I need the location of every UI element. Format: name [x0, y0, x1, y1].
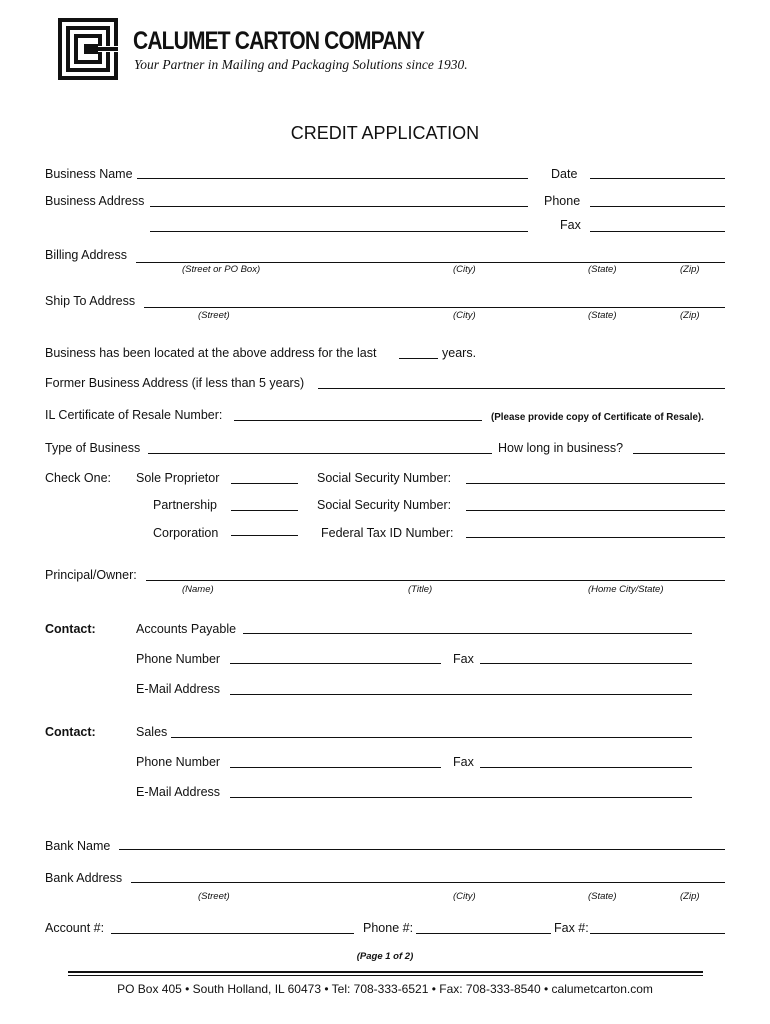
page-indicator: (Page 1 of 2)	[356, 951, 414, 962]
phone-label: Phone	[544, 194, 581, 208]
billing-state-sublabel: (State)	[588, 264, 617, 275]
phone-number-2-label: Phone Number	[136, 755, 221, 769]
resale-note: (Please provide copy of Certificate of Resale).	[491, 412, 704, 423]
fax-no-label: Fax #:	[554, 921, 589, 935]
bank-state-sublabel: (State)	[588, 891, 617, 902]
ship-to-address-label: Ship To Address	[45, 294, 136, 308]
type-of-business-label: Type of Business	[45, 441, 141, 455]
phone-no-line[interactable]	[416, 933, 551, 934]
years-at-address-line[interactable]	[399, 358, 438, 359]
bank-name-line[interactable]	[119, 849, 725, 850]
principal-home-sublabel: (Home City/State)	[588, 584, 664, 595]
ship-state-sublabel: (State)	[588, 310, 617, 321]
email-2-label: E-Mail Address	[136, 785, 221, 799]
contact-2-label: Contact:	[45, 725, 96, 739]
business-address-label: Business Address	[45, 194, 145, 208]
resale-cert-label: IL Certificate of Resale Number:	[45, 408, 223, 422]
date-line[interactable]	[590, 178, 725, 179]
sales-label: Sales	[136, 725, 168, 739]
corporation-checkline[interactable]	[231, 535, 298, 536]
accounts-payable-label: Accounts Payable	[136, 622, 237, 636]
form-title: CREDIT APPLICATION	[290, 123, 480, 143]
former-address-label: Former Business Address (if less than 5 years)	[45, 376, 305, 390]
fax-2-label: Fax	[453, 755, 474, 769]
billing-address-line[interactable]	[136, 262, 725, 263]
resale-cert-line[interactable]	[234, 420, 482, 421]
billing-address-label: Billing Address	[45, 248, 127, 262]
ssn-1-line[interactable]	[466, 483, 725, 484]
business-name-label: Business Name	[45, 167, 133, 181]
fax-line[interactable]	[590, 231, 725, 232]
ship-zip-sublabel: (Zip)	[680, 310, 700, 321]
how-long-line[interactable]	[633, 453, 725, 454]
phone-number-2-line[interactable]	[230, 767, 441, 768]
bank-name-label: Bank Name	[45, 839, 111, 853]
footer-rule-top	[68, 971, 703, 973]
email-1-label: E-Mail Address	[136, 682, 221, 696]
partnership-checkline[interactable]	[231, 510, 298, 511]
former-address-line[interactable]	[318, 388, 725, 389]
ship-street-sublabel: (Street)	[198, 310, 230, 321]
fax-label: Fax	[560, 218, 581, 232]
email-2-line[interactable]	[230, 797, 692, 798]
corporation-label: Corporation	[153, 526, 219, 540]
company-tagline: Your Partner in Mailing and Packaging Solutions since 1930.	[134, 57, 468, 72]
bank-address-line[interactable]	[131, 882, 725, 883]
company-name: CALUMET CARTON COMPANY	[133, 27, 425, 55]
business-address-line-2[interactable]	[150, 231, 528, 232]
phone-no-label: Phone #:	[363, 921, 414, 935]
fax-no-line[interactable]	[590, 933, 725, 934]
phone-number-1-line[interactable]	[230, 663, 441, 664]
check-one-label: Check One:	[45, 471, 112, 485]
bank-address-label: Bank Address	[45, 871, 123, 885]
phone-number-1-label: Phone Number	[136, 652, 221, 666]
accounts-payable-line[interactable]	[243, 633, 692, 634]
federal-tax-id-label: Federal Tax ID Number:	[321, 526, 454, 540]
type-of-business-line[interactable]	[148, 453, 492, 454]
email-1-line[interactable]	[230, 694, 692, 695]
footer-rule-bottom	[68, 975, 703, 976]
years-label: years.	[442, 346, 477, 360]
principal-owner-label: Principal/Owner:	[45, 568, 137, 582]
fax-1-line[interactable]	[480, 663, 692, 664]
fax-1-label: Fax	[453, 652, 474, 666]
federal-tax-id-line[interactable]	[466, 537, 725, 538]
ship-to-address-line[interactable]	[144, 307, 725, 308]
how-long-label: How long in business?	[498, 441, 624, 455]
partnership-label: Partnership	[153, 498, 217, 512]
date-label: Date	[551, 167, 578, 181]
billing-city-sublabel: (City)	[453, 264, 476, 275]
bank-street-sublabel: (Street)	[198, 891, 230, 902]
sole-proprietor-label: Sole Proprietor	[136, 471, 220, 485]
phone-line[interactable]	[590, 206, 725, 207]
sales-line[interactable]	[171, 737, 692, 738]
business-address-line[interactable]	[150, 206, 528, 207]
bank-zip-sublabel: (Zip)	[680, 891, 700, 902]
calumet-logo-icon	[58, 18, 118, 80]
ssn-1-label: Social Security Number:	[317, 471, 452, 485]
ship-city-sublabel: (City)	[453, 310, 476, 321]
account-number-label: Account #:	[45, 921, 105, 935]
fax-2-line[interactable]	[480, 767, 692, 768]
billing-zip-sublabel: (Zip)	[680, 264, 700, 275]
principal-owner-line[interactable]	[146, 580, 725, 581]
ssn-2-line[interactable]	[466, 510, 725, 511]
business-name-line[interactable]	[137, 178, 528, 179]
sole-proprietor-checkline[interactable]	[231, 483, 298, 484]
principal-title-sublabel: (Title)	[408, 584, 433, 595]
footer-contact-info: PO Box 405 • South Holland, IL 60473 • Tel: 708-333-6521 • Fax: 708-333-8540 • calumetcarton.com	[117, 982, 653, 996]
account-number-line[interactable]	[111, 933, 354, 934]
billing-street-sublabel: (Street or PO Box)	[182, 264, 261, 275]
contact-1-label: Contact:	[45, 622, 96, 636]
ssn-2-label: Social Security Number:	[317, 498, 452, 512]
bank-city-sublabel: (City)	[453, 891, 476, 902]
years-at-address-text: Business has been located at the above address for the last	[45, 346, 377, 360]
principal-name-sublabel: (Name)	[182, 584, 214, 595]
